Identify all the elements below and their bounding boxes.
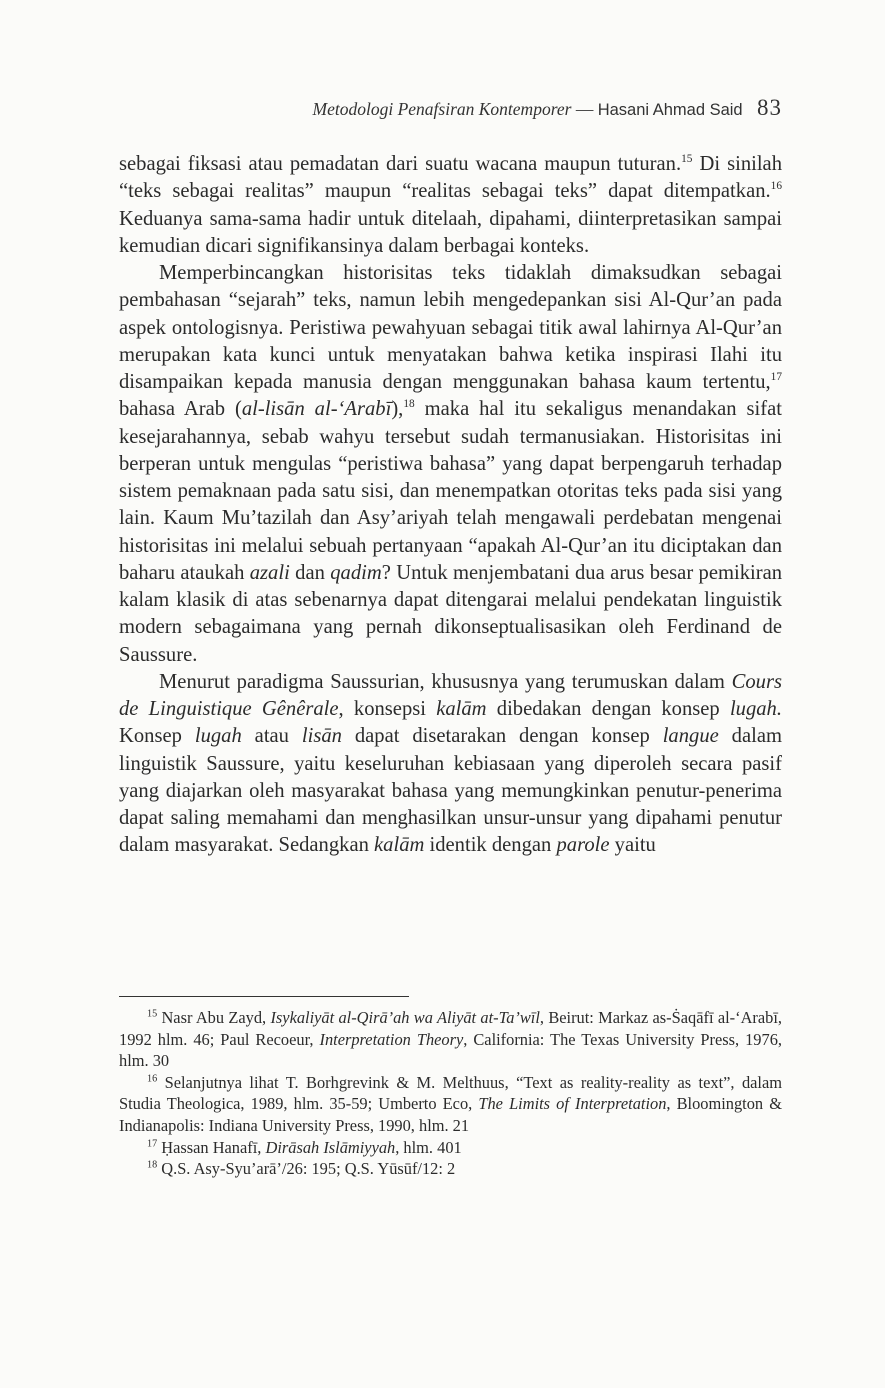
text-run: dapat disetarakan dengan konsep [341,725,663,748]
footnote-number: 16 [147,1073,158,1085]
footnote-divider [119,996,409,997]
italic-term: kalām [374,834,425,857]
italic-term: lugah. [729,698,782,720]
paragraph-1 [119,151,782,260]
text-run: Memperbincangkan historisitas teks tidaklah dimaksudkan sebagai pembahasan “sejarah” teks, namun lebih mengedepankan sisi Al-Qur’an pada aspek ontologisnya. Peristiwa pewahyuan sebagai titik awal lahirnya Al-Qur’an merupakan kata kunci untuk menyatakan bahwa ketika inspirasi Ilahi itu disampaikan kepada manusia dengan menggunakan bahasa kaum tertentu, [119,262,782,393]
text-run: atau [241,725,302,748]
footnotes [119,1007,782,1180]
italic-title: Dirāsah Islāmiyyah [265,1137,396,1157]
footnote-15 [119,1007,782,1072]
italic-term: azali [249,561,290,584]
text-run: , hlm. 401 [395,1137,462,1157]
text-run: Q.S. Asy-Syu’arā’/26: 195; Q.S. Yūsūf/12: 2 [157,1159,456,1179]
italic-term: Cours de Linguistique Gênêrale [119,670,782,720]
text-run: Selanjutnya lihat T. Borhgrevink & M. Melthuus, “Text as reality-reality as text”, dalam Studia Theologica, 1989, hlm. 35-59; Umberto Eco, [119,1072,782,1114]
italic-term: parole [556,834,610,857]
text-run: , konsepsi [338,698,437,720]
text-run: , Beirut: Markaz as-Ṡaqāfī al-‘Arabī, 1992 hlm. 46; Paul Recoeur, [119,1008,782,1049]
text-run: Nasr Abu Zayd, [157,1008,271,1027]
header-author: Hasani Ahmad Said [597,101,743,119]
italic-title: Isykaliyāt al-Qirā’ah wa Aliyāt at-Ta’wīl [270,1008,540,1027]
header-book-title: Metodologi Penafsiran Kontemporer [312,99,572,119]
header-separator: — [575,99,594,119]
italic-term: kalām [436,698,487,720]
footnote-number: 17 [147,1138,158,1150]
italic-term: qadim [330,561,382,584]
text-run: ), [391,398,404,421]
text-run: bahasa Arab ( [119,398,242,421]
main-text [119,151,782,860]
footnote-number: 18 [147,1159,158,1171]
text-run: dan [289,561,331,584]
italic-term: lugah [194,725,242,748]
footnote-17 [119,1137,782,1159]
text-run: Ḥassan Hanafī, [157,1137,266,1157]
footnote-number: 15 [147,1008,158,1020]
italic-term: langue [662,725,719,748]
paragraph-2 [119,260,782,669]
text-run: ? Untuk menjembatani dua arus besar pemikiran kalam klasik di atas sebenarnya dapat ditengarai melalui pendekatan linguistik modern sebagaimana yang pernah dikonseptualisasikan oleh Ferdinand de Saussure. [119,561,783,666]
footnote-ref-16: 16 [770,180,782,193]
text-run: Di sinilah “teks sebagai realitas” maupun “realitas sebagai teks” dapat ditempatkan. [119,153,782,203]
running-header [120,96,782,122]
italic-term: lisān [301,725,342,748]
footnote-16 [119,1072,782,1137]
text-run: Menurut paradigma Saussurian, khususnya yang terumuskan dalam [159,670,732,693]
footnote-ref-15: 15 [681,153,693,166]
text-run: , Bloomington & Indianapolis: Indiana University Press, 1990, hlm. 21 [119,1094,782,1135]
text-run: dalam linguistik Saussure, yaitu keseluruhan kebiasaan yang diperoleh secara pasif yang diajarkan oleh masyarakat bahasa yang memungkinkan penutur-penerima dapat saling memahami dan menghasilkan unsur-unsur yang dipahami penutur dalam masyarakat. Sedangkan [119,725,782,857]
page-number: 83 [757,95,782,120]
text-run: Keduanya sama-sama hadir untuk ditelaah, dipahami, diinterpretasikan sampai kemudian dicari signifikansinya dalam berbagai konteks. [119,207,782,257]
text-run: Konsep [119,725,195,748]
text-run: , California: The Texas University Press, 1976, hlm. 30 [119,1029,782,1071]
footnote-18 [119,1158,782,1180]
text-run: sebagai fiksasi atau pemadatan dari suatu wacana maupun tuturan. [119,153,682,175]
italic-term: al-lisān al-‘Arabī [241,398,392,421]
paragraph-3 [119,669,782,860]
text-run: dibedakan dengan konsep [486,698,730,720]
italic-title: The Limits of Interpretation [478,1094,667,1114]
text-run: yaitu [609,834,656,857]
footnote-ref-17: 17 [770,371,782,384]
text-run: maka hal itu sekaligus menandakan sifat kesejarahannya, sebab wahyu tersebut sudah termanusiakan. Historisitas ini berperan untuk mengulas “peristiwa bahasa” yang dapat berpengaruh terhadap sistem pemaknaan pada satu sisi, dan menempatkan otoritas teks pada sisi yang lain. Kaum Mu’tazilah dan Asy’ariyah telah mengawali perdebatan mengenai historisitas ini melalui sebuah pertanyaan “apakah Al-Qur’an itu diciptakan dan baharu ataukah [119,398,782,584]
text-run: identik dengan [424,834,557,857]
italic-title: Interpretation Theory [319,1029,464,1049]
footnote-ref-18: 18 [403,398,415,411]
